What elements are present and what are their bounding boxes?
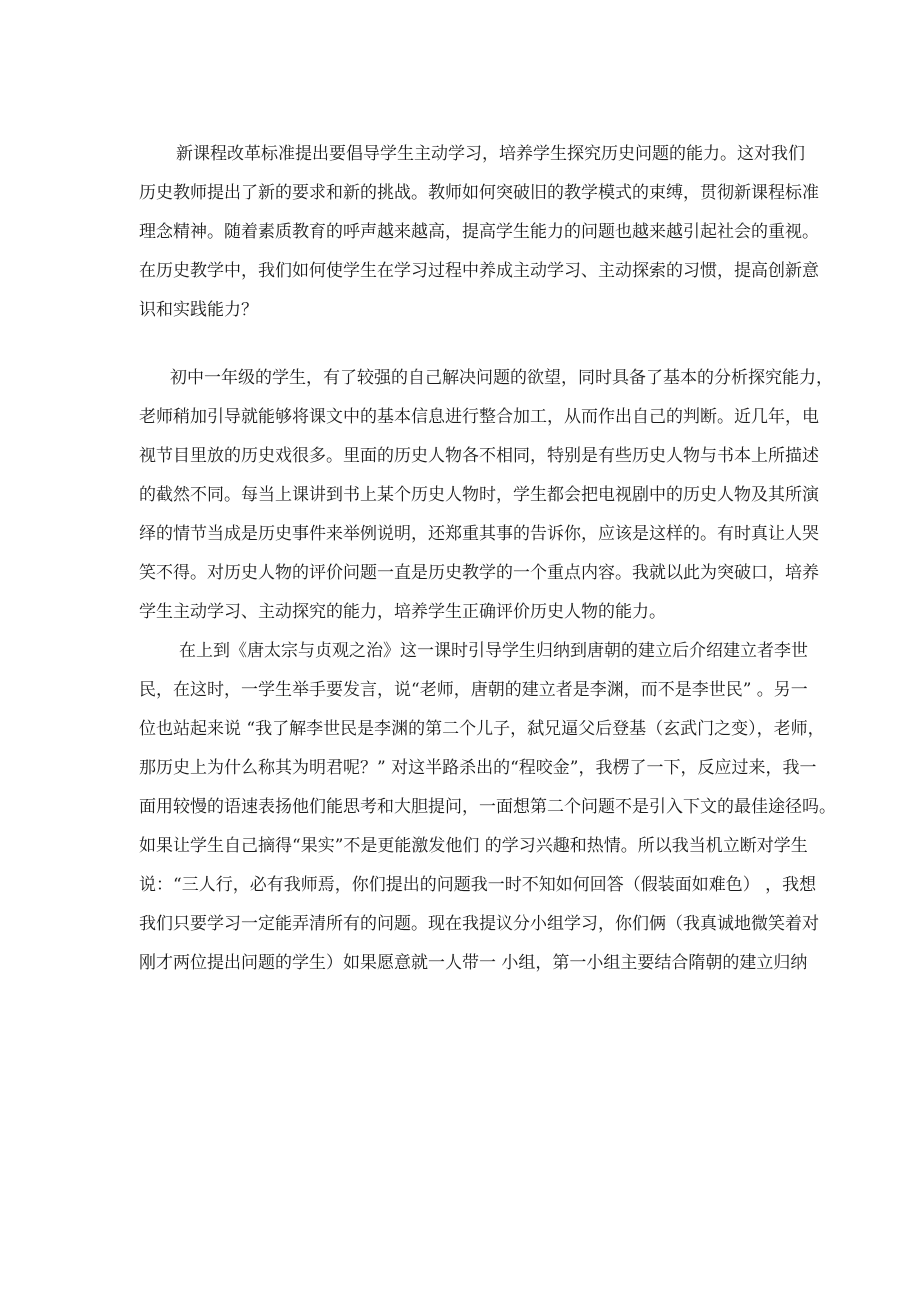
paragraph-3	[139, 632, 836, 983]
text-line: 民，在这时，一学生举手要发言，说“老师，唐朝的建立者是李渊，而不是李世民” 。另一	[139, 680, 808, 700]
paragraph-2	[139, 359, 833, 632]
text-line: 如果让学生自己摘得“果实”不是更能激发他们 的学习兴趣和热情。所以我当机立断对学生	[139, 836, 808, 856]
text-line: 老师稍加引导就能够将课文中的基本信息进行整合加工，从而作出自己的判断。近几年，电	[139, 407, 819, 427]
text-line: 在上到《唐太宗与贞观之治》这一课时引导学生归纳到唐朝的建立后介绍建立者李世	[179, 641, 808, 661]
text-line: 历史教师提出了新的要求和新的挑战。教师如何突破旧的教学模式的束缚，贯彻新课程标准	[139, 183, 819, 203]
text-line: 那历史上为什么称其为明君呢？” 对这半路杀出的“程咬金”，我楞了一下，反应过来，我一	[139, 758, 817, 778]
paragraph-gap	[139, 330, 794, 359]
paragraph-1	[139, 135, 819, 330]
text-line: 识和实践能力？	[139, 300, 258, 320]
text-line: 初中一年级的学生，有了较强的自己解决问题的欲望，同时具备了基本的分析探究能力，	[170, 368, 833, 388]
text-line: 在历史教学中，我们如何使学生在学习过程中养成主动学习、主动探索的习惯，提高创新意	[139, 261, 819, 281]
text-line: 笑不得。对历史人物的评价问题一直是历史教学的一个重点内容。我就以此为突破口，培养	[139, 563, 819, 583]
document-body	[139, 135, 836, 983]
text-line: 的截然不同。每当上课讲到书上某个历史人物时，学生都会把电视剧中的历史人物及其所演	[139, 485, 819, 505]
text-line: 绎的情节当成是历史事件来举例说明，还郑重其事的告诉你，应该是这样的。有时真让人哭	[139, 524, 819, 544]
text-line: 面用较慢的语速表扬他们能思考和大胆提问，一面想第二个问题不是引入下文的最佳途径吗。	[139, 797, 836, 817]
text-line: 刚才两位提出问题的学生）如果愿意就一人带一 小组，第一小组主要结合隋朝的建立归纳	[139, 953, 808, 973]
text-line: 理念精神。随着素质教育的呼声越来越高，提高学生能力的问题也越来越引起社会的重视。	[139, 222, 819, 242]
text-line: 说：“三人行，必有我师焉，你们提出的问题我一时不知如何回答（假装面如难色） ，我想	[139, 875, 817, 895]
text-line: 我们只要学习一定能弄清所有的问题。现在我提议分小组学习，你们俩（我真诚地微笑着对	[139, 914, 819, 934]
text-line: 视节目里放的历史戏很多。里面的历史人物各不相同，特别是有些历史人物与书本上所描述	[139, 446, 819, 466]
text-line: 位也站起来说 “我了解李世民是李渊的第二个儿子，弑兄逼父后登基（玄武门之变），老师，	[139, 719, 825, 739]
text-line: 学生主动学习、主动探究的能力，培养学生正确评价历史人物的能力。	[139, 602, 666, 622]
text-line: 新课程改革标准提出要倡导学生主动学习，培养学生探究历史问题的能力。这对我们	[176, 144, 805, 164]
